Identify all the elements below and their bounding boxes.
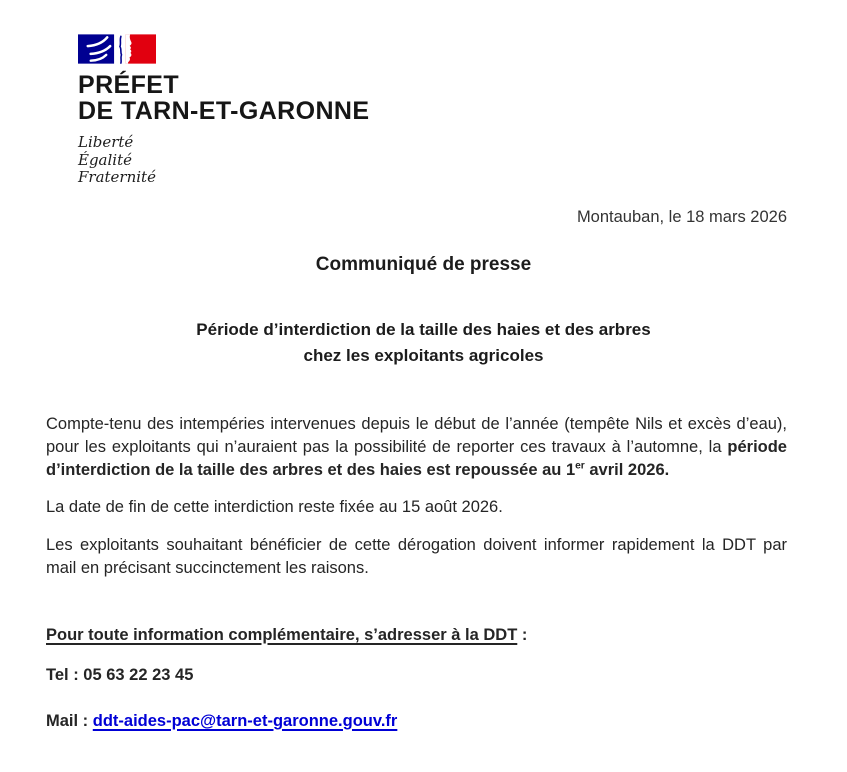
email-label: Mail : (46, 711, 93, 730)
contact-heading (46, 624, 787, 647)
dateline: Montauban, le 18 mars 2026 (576, 207, 787, 226)
ordinal-superscript: er (575, 460, 585, 471)
motto-fraternite: Fraternité (78, 168, 156, 186)
document-header (0, 0, 847, 187)
email-line (46, 710, 787, 733)
body-paragraph-3: Les exploitants souhaitant bénéficier de cette dérogation doivent informer rapidement la DDT par mail en précisant succinctement les raisons. (46, 535, 787, 577)
paragraph-1-bold-end: avril 2026. (584, 460, 670, 479)
subject-line-2: chez les exploitants agricoles (303, 345, 544, 365)
marianne-flag-icon (78, 34, 156, 65)
press-release-subject (0, 317, 847, 369)
press-release-title: Communiqué de presse (315, 253, 532, 275)
prefect-region: DE TARN-ET-GARONNE (78, 97, 370, 125)
body-paragraph-2: La date de fin de cette interdiction reste fixée au 15 août 2026. (46, 497, 503, 516)
phone-line: Tel : 05 63 22 23 45 (46, 665, 194, 684)
paragraph-1-bold-text: période d’interdiction de la taille des arbres et des haies est repoussée au 1 (46, 437, 787, 479)
motto-egalite: Égalité (78, 150, 132, 169)
paragraph-1-regular-text: Compte-tenu des intempéries intervenues depuis le début de l’année (tempête Nils et excès d’eau), pour les exploitants qui n’auraient pas la possibilité de reporter ces travaux à l’automne, la (46, 414, 787, 456)
contact-heading-underlined: Pour toute information complémentaire, s’adresser à la DDT (46, 625, 518, 644)
prefect-title: PRÉFET (78, 71, 180, 99)
document-body (46, 413, 787, 733)
body-paragraph-1 (46, 413, 787, 482)
subject-line-1: Période d’interdiction de la taille des haies et des arbres (196, 319, 651, 339)
motto-liberte: Liberté (78, 133, 134, 151)
email-link[interactable]: ddt-aides-pac@tarn-et-garonne.gouv.fr (92, 711, 398, 730)
contact-heading-colon: : (517, 625, 528, 644)
republic-motto (78, 134, 847, 187)
